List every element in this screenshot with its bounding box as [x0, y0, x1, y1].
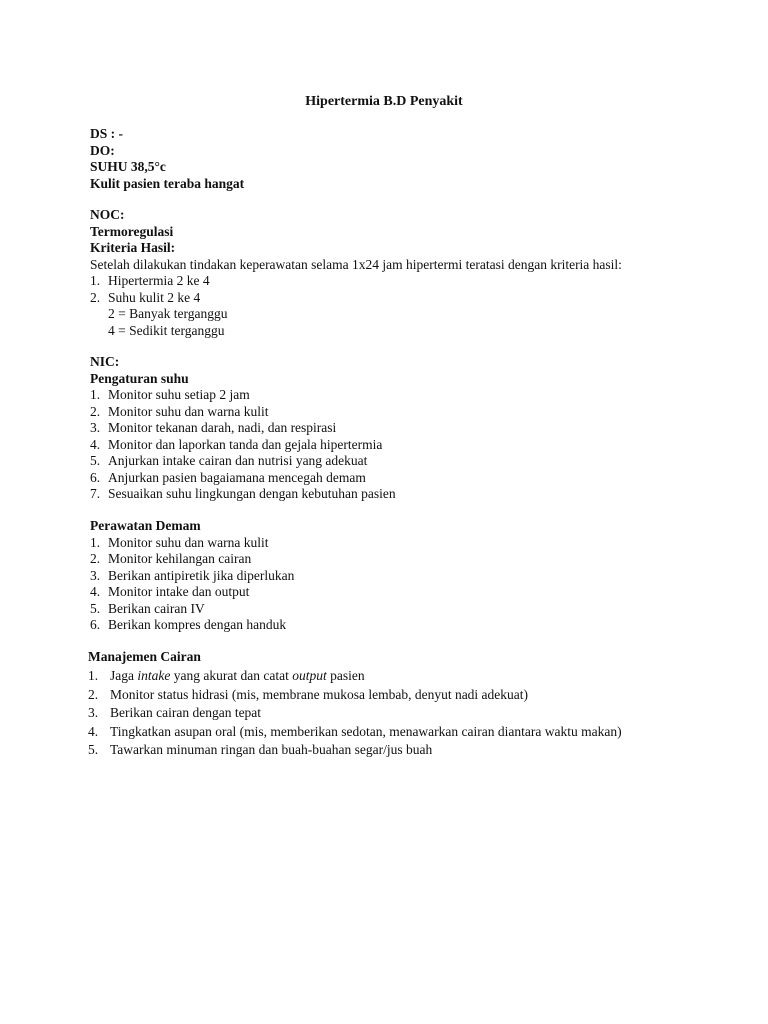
list-item [88, 667, 622, 686]
noc-heading: NOC: [90, 207, 125, 222]
list-item [90, 535, 294, 552]
list-item [90, 290, 622, 307]
list-text-post: pasien [326, 668, 365, 683]
list-item [90, 453, 396, 470]
list-text-pre: Jaga [110, 668, 138, 683]
list-text: Anjurkan intake cairan dan nutrisi yang adekuat [108, 453, 368, 468]
do-line: DO: [90, 142, 115, 158]
pengaturan-heading: Pengaturan suhu [90, 370, 189, 386]
list-item [90, 387, 396, 404]
list-number: 5. [90, 453, 101, 468]
list-number: 4. [90, 436, 101, 452]
list-text: Anjurkan pasien bagaiamana mencegah demam [108, 469, 366, 485]
kulit-line: Kulit pasien teraba hangat [90, 175, 245, 191]
suhu-line: SUHU 38,5°c [90, 159, 166, 174]
nic-block [90, 354, 396, 503]
list-number: 6. [90, 617, 101, 632]
scale-line: 4 = Sedikit terganggu [108, 322, 225, 338]
list-number: 5. [88, 742, 99, 757]
list-number: 3. [88, 705, 99, 720]
list-text: Monitor suhu setiap 2 jam [108, 387, 250, 402]
list-text: Hipertermia 2 ke 4 [108, 273, 210, 288]
demam-heading: Perawatan Demam [90, 518, 201, 533]
list-text: Monitor dan laporkan tanda dan gejala hipertermia [108, 436, 383, 452]
list-text: Monitor intake dan output [108, 584, 250, 599]
list-item [90, 420, 396, 437]
list-text: Berikan cairan dengan tepat [110, 705, 262, 720]
list-item [88, 686, 622, 705]
scale-line: 2 = Banyak terganggu [108, 306, 228, 321]
list-text: Monitor kehilangan cairan [108, 551, 252, 566]
noc-block [90, 207, 622, 339]
list-item [90, 404, 396, 421]
list-text: Monitor suhu dan warna kulit [108, 534, 269, 550]
criteria-text: Setelah dilakukan tindakan keperawatan selama 1x24 jam hipertermi teratasi dengan kriteria hasil: [90, 256, 622, 272]
list-text: Berikan cairan IV [108, 600, 205, 616]
list-text: Monitor status hidrasi (mis, membrane mukosa lembab, denyut nadi adekuat) [110, 686, 529, 702]
assessment-block [90, 126, 244, 192]
document-title: Hipertermia B.D Penyakit [305, 94, 463, 109]
list-number: 1. [90, 273, 101, 288]
list-number: 5. [90, 600, 101, 616]
list-item [88, 723, 622, 742]
list-number: 3. [90, 420, 101, 435]
list-number: 2. [90, 551, 101, 566]
ds-line: DS : - [90, 126, 123, 141]
nic-heading: NIC: [90, 354, 120, 369]
list-item [88, 741, 622, 760]
list-text: Monitor suhu dan warna kulit [108, 403, 269, 419]
list-item [90, 273, 622, 290]
list-item [90, 568, 294, 585]
list-text: Sesuaikan suhu lingkungan dengan kebutuhan pasien [108, 486, 396, 501]
list-item [90, 470, 396, 487]
list-number: 4. [88, 723, 99, 739]
list-number: 1. [90, 534, 101, 550]
list-number: 2. [88, 686, 99, 702]
list-item [90, 551, 294, 568]
cairan-heading: Manajemen Cairan [88, 649, 201, 664]
list-number: 6. [90, 469, 101, 485]
list-text: Berikan kompres dengan handuk [108, 617, 287, 632]
list-text-mid: yang akurat dan catat [170, 668, 293, 683]
list-text: Monitor tekanan darah, nadi, dan respirasi [108, 420, 337, 435]
list-item [88, 704, 622, 723]
demam-block [90, 518, 294, 634]
list-item [90, 601, 294, 618]
list-number: 3. [90, 567, 101, 583]
list-text: Suhu kulit 2 ke 4 [108, 289, 201, 305]
list-number: 2. [90, 403, 101, 419]
list-number: 4. [90, 584, 101, 599]
list-item [90, 617, 294, 634]
list-number: 1. [90, 387, 101, 402]
list-text-italic-output: output [292, 668, 327, 683]
list-text-italic-intake: intake [137, 668, 171, 683]
cairan-block [88, 648, 622, 760]
list-text: Tawarkan minuman ringan dan buah-buahan segar/jus buah [110, 742, 433, 757]
noc-subheading: Termoregulasi [90, 223, 174, 239]
list-text: Berikan antipiretik jika diperlukan [108, 567, 295, 583]
list-number: 2. [90, 289, 101, 305]
list-text: Tingkatkan asupan oral (mis, memberikan sedotan, menawarkan cairan diantara waktu makan) [110, 723, 622, 739]
list-number: 7. [90, 486, 101, 501]
criteria-heading: Kriteria Hasil: [90, 240, 176, 255]
list-number: 1. [88, 668, 99, 683]
list-item [90, 584, 294, 601]
list-item [90, 486, 396, 503]
list-item [90, 437, 396, 454]
